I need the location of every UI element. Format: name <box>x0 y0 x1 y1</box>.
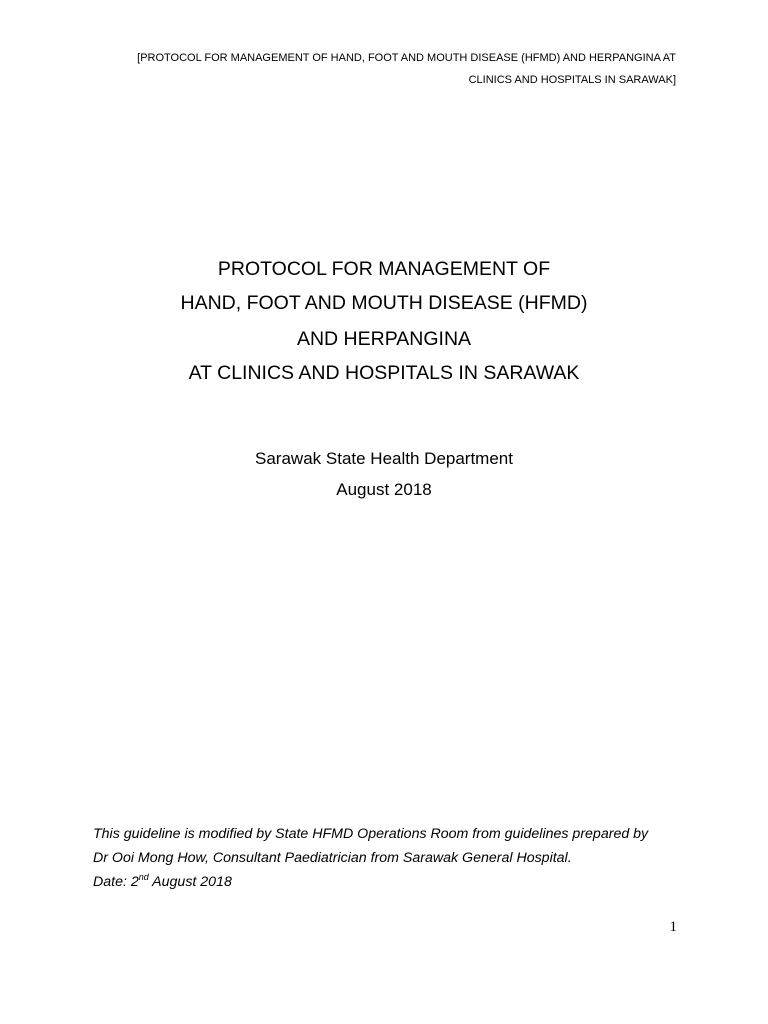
note-date-ordinal: nd <box>138 872 149 882</box>
note-date-suffix: August 2018 <box>148 874 232 890</box>
title-line-2: HAND, FOOT AND MOUTH DISEASE (HFMD) <box>180 292 588 314</box>
title-line-3: AND HERPANGINA <box>296 328 472 350</box>
note-line-2: Dr Ooi Mong How, Consultant Paediatrician from Sarawak General Hospital. <box>93 850 572 866</box>
note-date-prefix: Date: 2 <box>93 874 139 890</box>
running-header-line-1: [PROTOCOL FOR MANAGEMENT OF HAND, FOOT AND MOUTH DISEASE (HFMD) AND HERPANGINA AT <box>137 52 676 64</box>
note-date <box>93 874 232 890</box>
publication-date: August 2018 <box>336 480 432 499</box>
department-name: Sarawak State Health Department <box>255 449 513 468</box>
running-header-line-2: CLINICS AND HOSPITALS IN SARAWAK] <box>468 74 676 86</box>
note-line-1: This guideline is modified by State HFMD Operations Room from guidelines prepared by <box>93 826 649 842</box>
title-line-1: PROTOCOL FOR MANAGEMENT OF <box>217 258 551 280</box>
page-number: 1 <box>669 919 677 935</box>
title-line-4: AT CLINICS AND HOSPITALS IN SARAWAK <box>188 362 580 384</box>
